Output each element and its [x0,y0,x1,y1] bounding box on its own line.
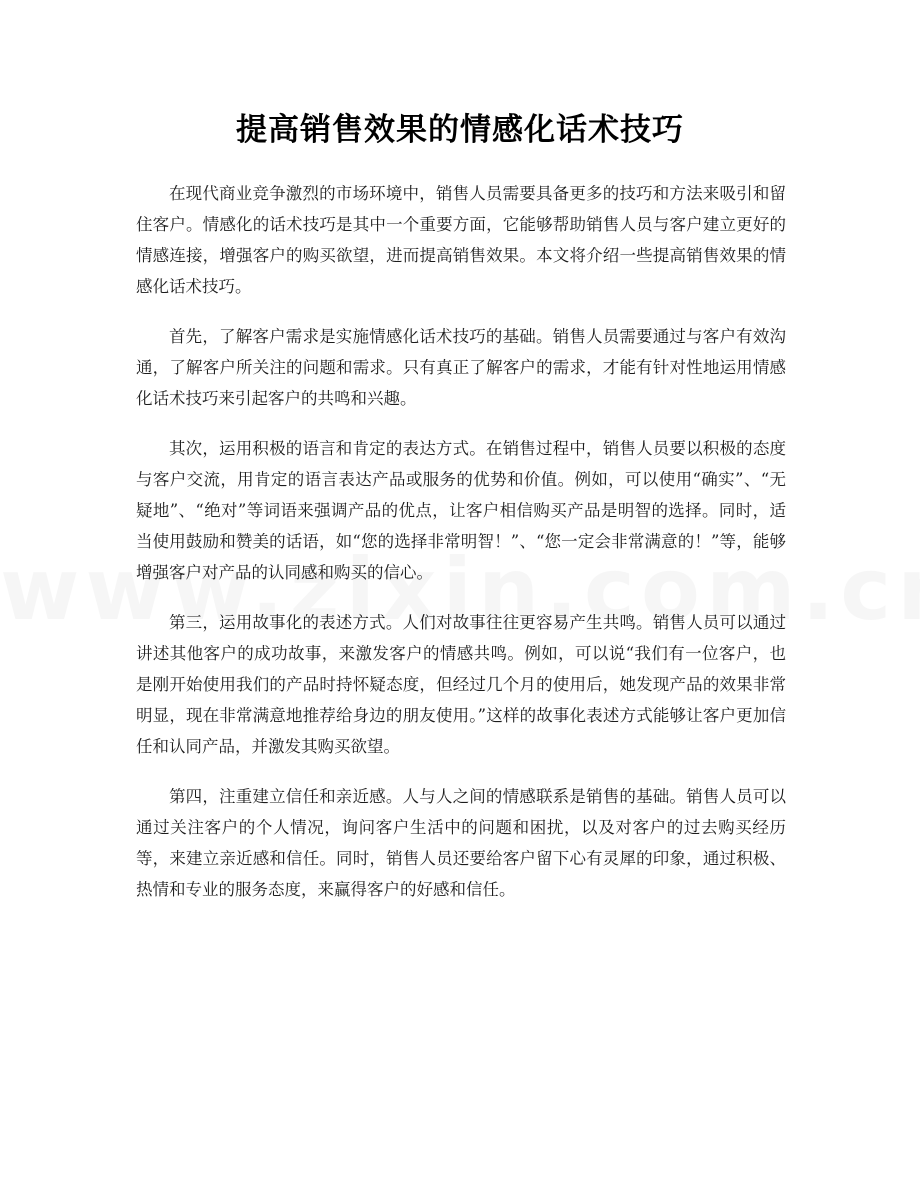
paragraph-fourth: 第四，注重建立信任和亲近感。人与人之间的情感联系是销售的基础。销售人员可以通过关注客户的个人情况，询问客户生活中的问题和困扰，以及对客户的过去购买经历等，来建立亲近感和信任。同时，销售人员还要给客户留下心有灵犀的印象，通过积极、热情和专业的服务态度，来赢得客户的好感和信任。 [136,787,786,899]
paragraph-third: 第三，运用故事化的表述方式。人们对故事往往更容易产生共鸣。销售人员可以通过讲述其他客户的成功故事，来激发客户的情感共鸣。例如，可以说“我们有一位客户，也是刚开始使用我们的产品时持怀疑态度，但经过几个月的使用后，她发现产品的效果非常明显，现在非常满意地推荐给身边的朋友使用。”这样的故事化表述方式能够让客户更加信任和认同产品，并激发其购买欲望。 [136,613,786,756]
paragraph-intro: 在现代商业竞争激烈的市场环境中，销售人员需要具备更多的技巧和方法来吸引和留住客户。情感化的话术技巧是其中一个重要方面，它能够帮助销售人员与客户建立更好的情感连接，增强客户的购买欲望，进而提高销售效果。本文将介绍一些提高销售效果的情感化话术技巧。 [136,184,786,296]
paragraph-first: 首先，了解客户需求是实施情感化话术技巧的基础。销售人员需要通过与客户有效沟通，了解客户所关注的问题和需求。只有真正了解客户的需求，才能有针对性地运用情感化话术技巧来引起客户的共鸣和兴趣。 [136,327,786,408]
paragraph-second: 其次，运用积极的语言和肯定的表达方式。在销售过程中，销售人员要以积极的态度与客户交流，用肯定的语言表达产品或服务的优势和价值。例如，可以使用“确实”、“无疑地”、“绝对”等词语来强调产品的优点，让客户相信购买产品是明智的选择。同时，适当使用鼓励和赞美的话语，如“您的选择非常明智！”、“您一定会非常满意的！”等，能够增强客户对产品的认同感和购买的信心。 [136,439,786,582]
document-title: 提高销售效果的情感化话术技巧 [236,112,684,148]
document-body [136,178,786,924]
